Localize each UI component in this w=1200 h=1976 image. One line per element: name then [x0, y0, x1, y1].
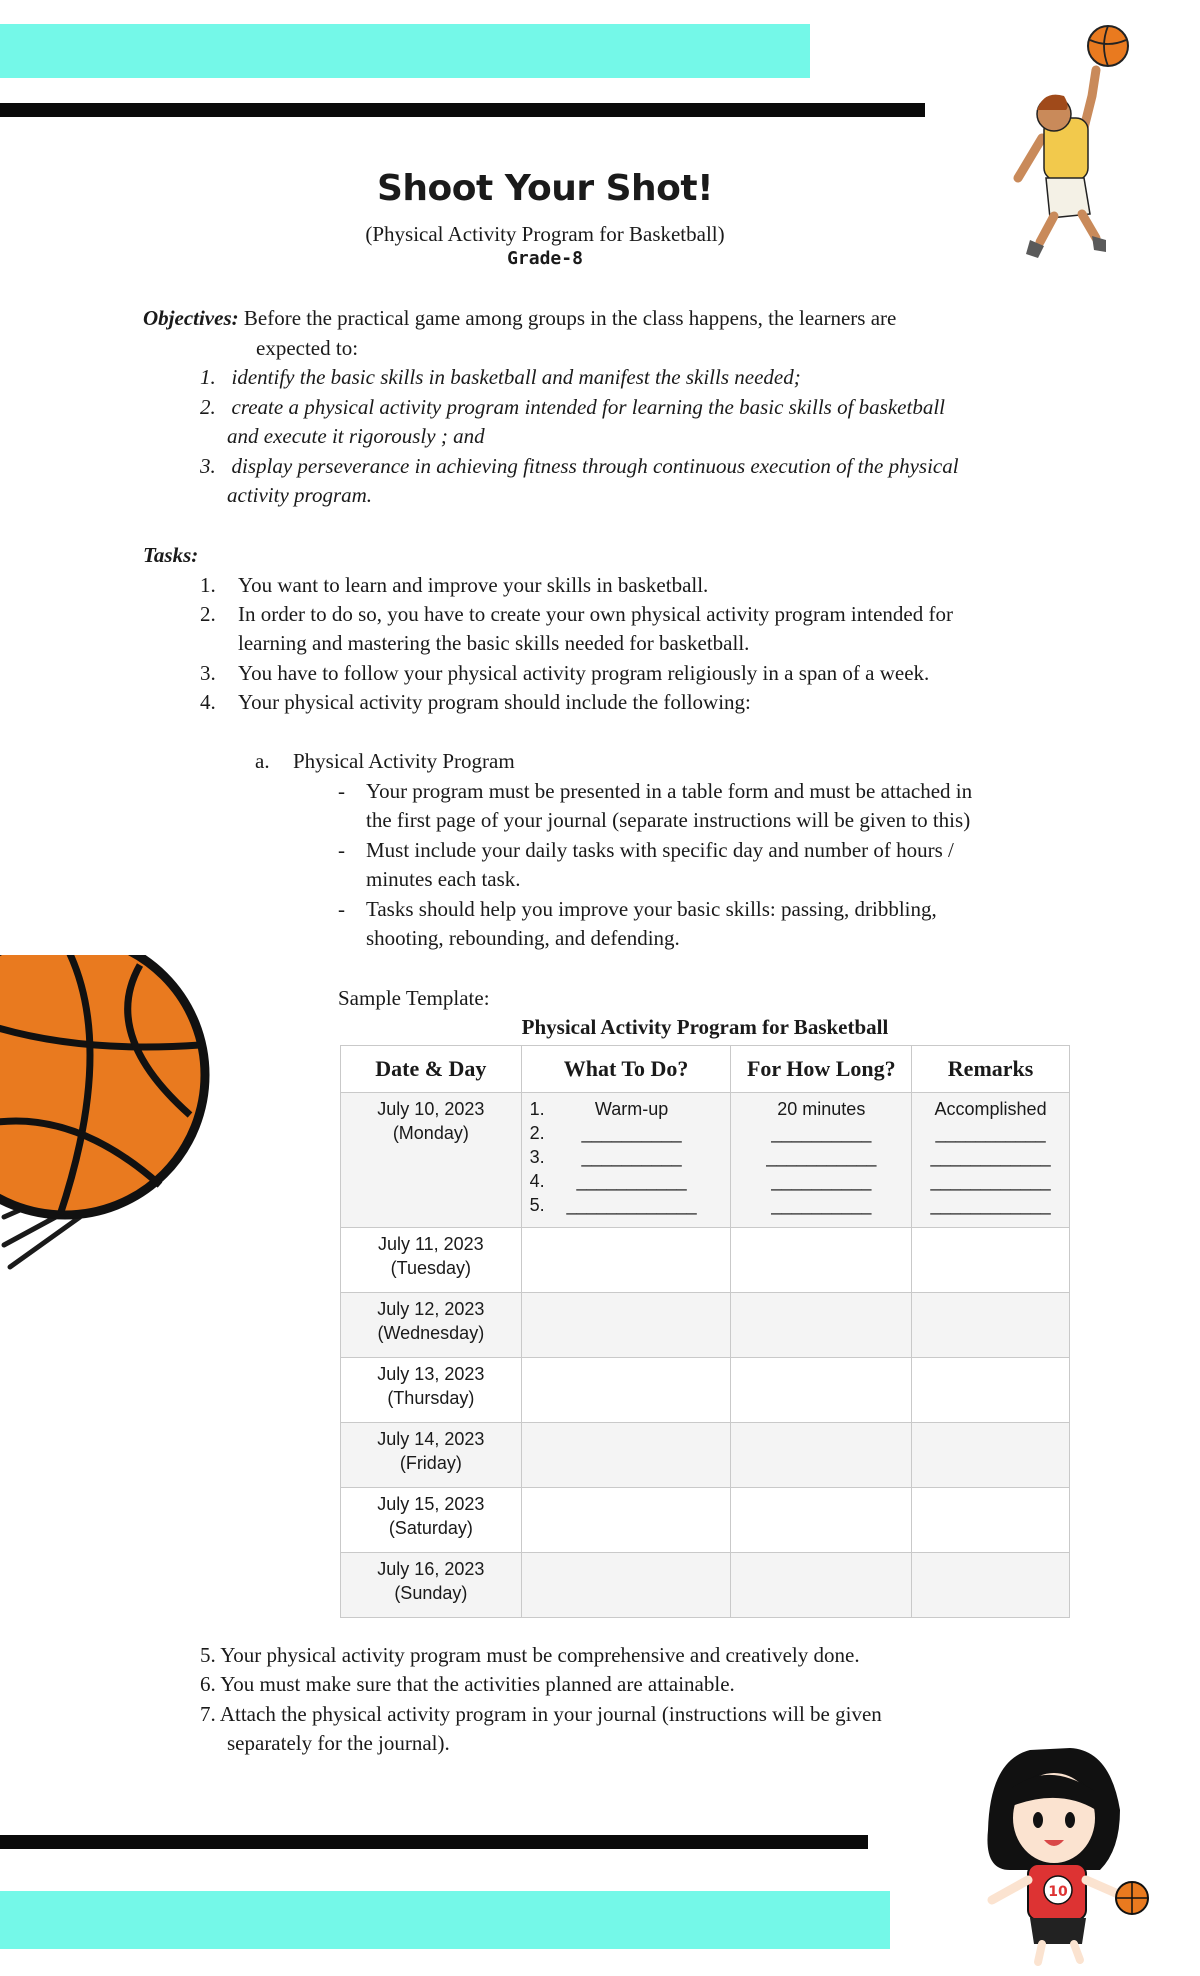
duration-cell: [731, 1358, 912, 1423]
table-row: [341, 1293, 1070, 1358]
dash-icon: -: [338, 897, 345, 921]
duration-cell: [731, 1228, 912, 1293]
task-item-5: 5. Your physical activity program must be comprehensive and creatively done.: [200, 1643, 860, 1667]
objectives-intro: [143, 303, 1070, 333]
objectives-intro-text: Before the practical game among groups in the class happens, the learners are: [243, 306, 897, 330]
objective-number: 2.: [200, 395, 216, 419]
table-row: [341, 1093, 1070, 1228]
top-teal-bar: [0, 24, 810, 78]
task-item-3: [200, 658, 1070, 688]
column-header-remarks: Remarks: [912, 1046, 1070, 1093]
task-item-2-cont: learning and mastering the basic skills needed for basketball.: [238, 631, 750, 655]
todo-cell: [521, 1293, 731, 1358]
objective-item-3: [200, 451, 1070, 481]
task-item-7: 7. Attach the physical activity program in your journal (instructions will be given: [200, 1702, 882, 1726]
tasks-label: Tasks:: [143, 543, 199, 567]
column-header-date: Date & Day: [341, 1046, 522, 1093]
day-text: (Thursday): [387, 1388, 475, 1408]
todo-line: [524, 1097, 729, 1121]
remarks-cell: [912, 1488, 1070, 1553]
task-number: 1.: [200, 573, 216, 597]
bullet-text: Must include your daily tasks with specific day and number of hours /: [366, 838, 954, 862]
remarks-cell: [912, 1228, 1070, 1293]
todo-value: Warm-up: [594, 1099, 669, 1119]
remarks-cell: [912, 1358, 1070, 1423]
date-cell: [341, 1293, 522, 1358]
day-text: (Saturday): [388, 1518, 473, 1538]
sub-section-title: Physical Activity Program: [293, 749, 515, 773]
objective-text: display perseverance in achieving fitness through continuous execution of the physical: [231, 454, 959, 478]
table-row: [341, 1553, 1070, 1618]
date-text: July 16, 2023: [377, 1559, 485, 1579]
todo-value: _____________: [566, 1195, 697, 1215]
todo-line: [524, 1145, 729, 1169]
remarks-value: Accomplished: [934, 1099, 1047, 1119]
duration-cell: [731, 1293, 912, 1358]
objective-text: identify the basic skills in basketball and manifest the skills needed;: [231, 365, 801, 389]
bullet-3-cont: shooting, rebounding, and defending.: [366, 926, 680, 950]
todo-line: [524, 1169, 729, 1193]
task-text: Your physical activity program should include the following:: [238, 690, 751, 714]
todo-cell: [521, 1423, 731, 1488]
remarks-cell: [912, 1093, 1070, 1228]
duration-cell: [731, 1423, 912, 1488]
sub-section-heading: [255, 746, 515, 776]
remarks-value: ___________: [935, 1123, 1046, 1143]
date-cell: [341, 1553, 522, 1618]
bullet-1-cont: the first page of your journal (separate instructions will be given to this): [366, 808, 971, 832]
objective-item-2: [200, 392, 1070, 422]
column-header-duration: For How Long?: [731, 1046, 912, 1093]
todo-number: 5.: [529, 1195, 545, 1215]
duration-value: __________: [771, 1195, 872, 1215]
duration-value: __________: [771, 1171, 872, 1191]
bottom-teal-bar: [0, 1891, 890, 1949]
dash-icon: -: [338, 838, 345, 862]
bullet-text: Tasks should help you improve your basic skills: passing, dribbling,: [366, 897, 937, 921]
objectives-intro-line2: expected to:: [256, 336, 359, 360]
remarks-value: ____________: [930, 1147, 1051, 1167]
objective-number: 3.: [200, 454, 216, 478]
sample-template-label: Sample Template:: [338, 986, 490, 1010]
todo-number: 1.: [529, 1099, 545, 1119]
day-text: (Wednesday): [377, 1323, 485, 1343]
page-subtitle: (Physical Activity Program for Basketball): [365, 222, 725, 246]
table-row: [341, 1423, 1070, 1488]
date-cell: [341, 1358, 522, 1423]
task-text: In order to do so, you have to create your own physical activity program intended for: [238, 602, 953, 626]
task-item-6: 6. You must make sure that the activities planned are attainable.: [200, 1672, 735, 1696]
grade-label: Grade-8: [507, 248, 583, 269]
date-cell: [341, 1423, 522, 1488]
bullet-2: [338, 835, 1070, 865]
remarks-cell: [912, 1293, 1070, 1358]
column-header-todo: What To Do?: [521, 1046, 731, 1093]
todo-cell: [521, 1488, 731, 1553]
table-row: [341, 1488, 1070, 1553]
todo-value: __________: [581, 1123, 682, 1143]
task-item-4: [200, 687, 1070, 717]
duration-cell: [731, 1553, 912, 1618]
table-row: [341, 1228, 1070, 1293]
activity-program-table: [340, 1045, 1070, 1618]
objective-item-2-cont: and execute it rigorously ; and: [227, 424, 485, 448]
duration-value: 20 minutes: [777, 1099, 866, 1119]
task-text: You want to learn and improve your skills in basketball.: [238, 573, 709, 597]
objectives-label: Objectives:: [143, 306, 239, 330]
duration-value: __________: [771, 1123, 872, 1143]
objective-text: create a physical activity program intended for learning the basic skills of basketball: [231, 395, 945, 419]
task-item-1: [200, 570, 1070, 600]
todo-line: [524, 1193, 729, 1217]
table-title: Physical Activity Program for Basketball: [521, 1015, 889, 1039]
task-number: 3.: [200, 661, 216, 685]
jersey-number: 10: [1048, 1884, 1068, 1900]
duration-cell: [731, 1093, 912, 1228]
day-text: (Tuesday): [390, 1258, 472, 1278]
objective-number: 1.: [200, 365, 216, 389]
remarks-value: ____________: [930, 1171, 1051, 1191]
bullet-2-cont: minutes each task.: [366, 867, 521, 891]
sub-section-letter: a.: [255, 749, 270, 773]
day-text: (Monday): [392, 1123, 469, 1143]
basketball-illustration: [0, 955, 215, 1285]
task-number: 4.: [200, 690, 216, 714]
todo-number: 2.: [529, 1123, 545, 1143]
todo-cell: [521, 1228, 731, 1293]
date-text: July 11, 2023: [377, 1234, 484, 1254]
day-text: (Sunday): [394, 1583, 468, 1603]
top-black-bar: [0, 103, 925, 117]
remarks-cell: [912, 1423, 1070, 1488]
date-cell: [341, 1093, 522, 1228]
task-text: You have to follow your physical activity program religiously in a span of a week.: [238, 661, 930, 685]
bottom-black-bar: [0, 1835, 868, 1849]
table-row: [341, 1358, 1070, 1423]
table-header-row: [341, 1046, 1070, 1093]
objective-item-3-cont: activity program.: [227, 483, 373, 507]
todo-cell: [521, 1358, 731, 1423]
bullet-1: [338, 776, 1070, 806]
girl-player-illustration: [970, 1740, 1170, 1970]
duration-cell: [731, 1488, 912, 1553]
todo-number: 4.: [529, 1171, 545, 1191]
todo-line: [524, 1121, 729, 1145]
todo-value: __________: [581, 1147, 682, 1167]
remarks-cell: [912, 1553, 1070, 1618]
todo-value: ___________: [576, 1171, 687, 1191]
page-title: Shoot Your Shot!: [376, 168, 714, 209]
bullet-3: [338, 894, 1070, 924]
date-text: July 10, 2023: [377, 1099, 485, 1119]
date-cell: [341, 1228, 522, 1293]
task-item-7-cont: separately for the journal).: [227, 1731, 450, 1755]
objective-item-1: [200, 362, 1070, 392]
duration-value: ___________: [766, 1147, 877, 1167]
date-text: July 12, 2023: [377, 1299, 485, 1319]
todo-cell: [521, 1553, 731, 1618]
task-number: 2.: [200, 602, 216, 626]
dash-icon: -: [338, 779, 345, 803]
date-text: July 15, 2023: [377, 1494, 485, 1514]
day-text: (Friday): [399, 1453, 462, 1473]
date-text: July 13, 2023: [377, 1364, 485, 1384]
remarks-value: ____________: [930, 1195, 1051, 1215]
bullet-text: Your program must be presented in a table form and must be attached in: [366, 779, 973, 803]
date-text: July 14, 2023: [377, 1429, 485, 1449]
task-item-2: [200, 599, 1070, 629]
todo-cell: [521, 1093, 731, 1228]
todo-number: 3.: [529, 1147, 545, 1167]
date-cell: [341, 1488, 522, 1553]
